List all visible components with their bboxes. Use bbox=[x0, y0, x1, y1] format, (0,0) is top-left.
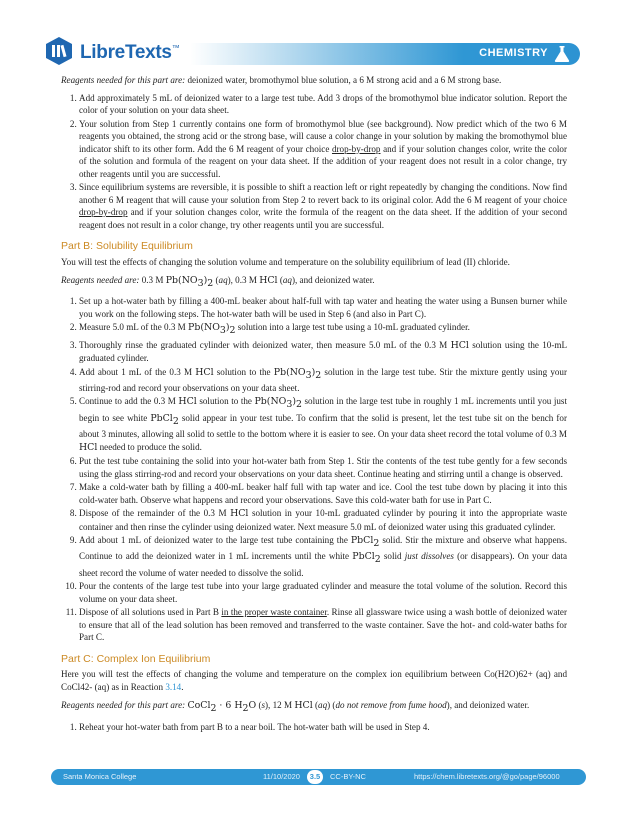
list-item: 9. Add about 1 mL of deionized water to the large test tube containing the PbCl$_2$ solid. Stir the mixture and observe what happens. Continue to add the deionized water in 1 mL increments until the white PbCl$_2$ solid just dissolves (or disappears). On your data sheet record the volume of water needed to dissolve the solid. bbox=[79, 534, 567, 579]
page-content bbox=[61, 74, 567, 734]
footer-url[interactable]: https://chem.libretexts.org/@go/page/96000 bbox=[414, 772, 560, 781]
list-item: 11. Dispose of all solutions used in Part B in the proper waste container. Rinse all glassware twice using a wash bottle of deionized water to ensure that all of the lead solution has been removed and transferred to the waste container. Save the hot- and cold-water baths for Part C. bbox=[79, 606, 567, 644]
logo-text: LibreTexts™ bbox=[80, 42, 180, 63]
page-footer bbox=[51, 769, 586, 785]
part-c-intro: Here you will test the effects of changing the volume and temperature on the complex ion equilibrium between Co(H2O)62+ (aq) and CoCl42- (aq) as in Reaction 3.14. bbox=[61, 669, 567, 692]
list-item: 7. Make a cold-water bath by filling a 400-mL beaker half full with tap water and ice. Cool the test tube down by placing it into this cold-water bath. Observe what happens and record your observations. Save this cold-water bath for use in Part C. bbox=[79, 481, 567, 506]
part-c-heading: Part C: Complex Ion Equilibrium bbox=[61, 652, 211, 665]
footer-college: Santa Monica College bbox=[63, 772, 137, 781]
part-b-steps bbox=[61, 295, 567, 643]
list-item: 6. Put the test tube containing the solid into your hot-water bath from Step 1. Stir the contents of the test tube gently for a few seconds using the glass stirring-rod and record your observations on your data sheet. Continue heating and stirring until a change is observed. bbox=[79, 455, 567, 480]
footer-license: CC-BY-NC bbox=[330, 772, 366, 781]
list-item: 1. Add approximately 5 mL of deionized water to a large test tube. Add 3 drops of the bromothymol blue indicator solution. Report the color of your solution on your data sheet. bbox=[79, 92, 567, 117]
list-item: 3. Since equilibrium systems are reversible, it is possible to shift a reaction left or right repeatedly by changing the conditions. Now find another 6 M reagent that will cause your solution from Step 2 to revert back to its original color. Add the 6 M reagent of your choice drop-by-drop and if your solution changes color, write the formula of the reagent on the data sheet. If the addition of your second reagent does not result in a color change, try other reagents until you are successful. bbox=[79, 181, 567, 231]
part-b-heading: Part B: Solubility Equilibrium bbox=[61, 240, 193, 252]
list-item: 2. Measure 5.0 mL of the 0.3 M $Pb(NO_3)_2$ solution into a large test tube using a 10-mL graduated cylinder. bbox=[79, 321, 567, 337]
subject-banner bbox=[190, 43, 580, 65]
page-number-badge: 3.5 bbox=[307, 770, 323, 784]
footer-date: 11/10/2020 bbox=[263, 772, 300, 781]
libretexts-hexagon-icon bbox=[44, 36, 74, 66]
list-item: 5. Continue to add the 0.3 M HCl solution to the $Pb(NO_3)_2$ solution in the large test tube in roughly 1 mL increments until you just begin to see white PbCl$_2$ solid appear in your test tube. To confirm that the solid is present, let the test tube sit on the bench for about 3 minutes, allowing all solid to settle to the bottom where it is easier to see. On your data sheet record the total volume of 0.3 M HCl needed to produce the solid. bbox=[79, 395, 567, 454]
subject-label: CHEMISTRY bbox=[479, 47, 548, 59]
reaction-link[interactable]: 3.14 bbox=[165, 681, 182, 692]
libretexts-logo[interactable] bbox=[44, 36, 180, 70]
list-item: 1. Reheat your hot-water bath from part B to a near boil. The hot-water bath will be used in Step 4. bbox=[79, 721, 567, 734]
list-item: 4. Add about 1 mL of the 0.3 M HCl solution to the $Pb(NO_3)_2$ solution in the large test tube. Stir the mixture gently using your stirring-rod and record your observations on your data sheet. bbox=[79, 366, 567, 395]
list-item: 8. Dispose of the remainder of the 0.3 M HCl solution in your 10-mL graduated cylinder by pouring it into the appropriate waste container and then rinse the cylinder using deionized water. Next measure 5.0 mL of deionized water using this graduated cylinder. bbox=[79, 507, 567, 533]
part-b-reagents: Reagents needed are: 0.3 M $Pb(NO_3)_2$ (aq), 0.3 M HCl (aq), and deionized water. bbox=[61, 275, 375, 289]
part-b-intro: You will test the effects of changing the solution volume and temperature on the solubility equilibrium of lead (II) chloride. bbox=[61, 256, 510, 267]
list-item: 2. Your solution from Step 1 currently contains one form of bromothymol blue (see background). Now predict which of the two 6 M reagents you obtained, the strong acid or the strong base, will cause a color change in your solution by making the bromothymol blue indicator shift to its other form. Add the 6 M reagent of your choice drop-by-drop and if your solution changes color, write the color of the solution and formula of the reagent on your data sheet. If the addition of your reagent does not result in a color change, try other reagents until you are successful. bbox=[79, 118, 567, 181]
list-item: 1. Set up a hot-water bath by filling a 400-mL beaker about half-full with tap water and heating the water using a Bunsen burner while you work on the following steps. The hot-water bath will be used in Step 6 (and also in Part C). bbox=[79, 295, 567, 320]
flask-icon bbox=[553, 45, 571, 63]
list-item: 3. Thoroughly rinse the graduated cylinder with deionized water, then measure 5.0 mL of the 0.3 M HCl solution using the 10-mL graduated cylinder. bbox=[79, 339, 567, 365]
list-item: 10. Pour the contents of the large test tube into your large graduated cylinder and measure the total volume of the solution. Record this volume on your data sheet. bbox=[79, 580, 567, 605]
page-header bbox=[0, 0, 630, 70]
part-a-steps bbox=[61, 92, 567, 232]
part-c-reagents: Reagents needed for this part are: CoCl$_2$ · 6 $H_2O$ (s), 12 M HCl (aq) (do not remove from fume hood), and deionized water. bbox=[61, 700, 530, 714]
part-c-steps bbox=[61, 721, 567, 734]
part-a-reagents: Reagents needed for this part are: deionized water, bromothymol blue solution, a 6 M strong acid and a 6 M strong base. bbox=[61, 75, 502, 85]
